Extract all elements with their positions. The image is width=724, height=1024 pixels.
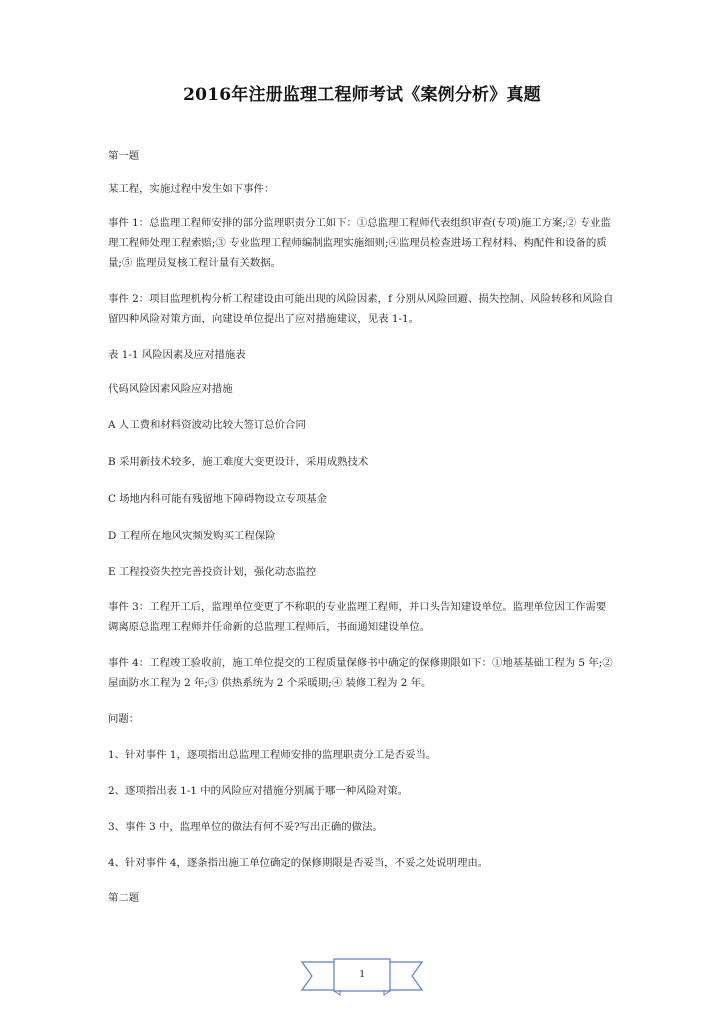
questions-heading: 问题：	[108, 713, 140, 725]
event-1-text: 事件 1：总监理工程师安排的部分监理职责分工如下：①总监理工程师代表组织审查(专项)施工方案;② 专业监理工程师处理工程索赔;③ 专业监理工程师编制监理实施细则;④监理员检查进场工程材料、构配件和设备的质量;⑤ 监理员复核工程计量有关数据。	[108, 217, 611, 269]
page-number: 1	[359, 968, 365, 980]
table-caption: 表 1-1 风险因素及应对措施表	[108, 349, 246, 361]
question-item: 4、针对事件 4，逐条指出施工单位确定的保修期限是否妥当，不妥之处说明理由。	[108, 857, 489, 869]
section-heading-1: 第一题	[108, 150, 140, 162]
question-item: 3、事件 3 中，监理单位的做法有何不妥?写出正确的做法。	[108, 821, 383, 833]
question-item: 1、针对事件 1，逐项指出总监理工程师安排的监理职责分工是否妥当。	[108, 749, 437, 761]
event-4-text: 事件 4：工程竣工验收前，施工单位提交的工程质量保修书中确定的保修期限如下：①地基基础工程为 5 年;② 屋面防水工程为 2 年;③ 供热系统为 2 个采暖期;④ 装修工程为 2 年。	[108, 657, 613, 689]
table-row: B 采用新技术较多，施工难度大变更设计，采用成熟技术	[108, 456, 369, 468]
intro-text: 某工程，实施过程中发生如下事件：	[108, 183, 275, 195]
event-3-text: 事件 3：工程开工后，监理单位变更了不称职的专业监理工程师，并口头告知建设单位。监理单位因工作需要调离原总监理工程师并任命新的总监理工程师后，书面通知建设单位。	[108, 601, 607, 633]
table-row: D 工程所在地风灾频发购买工程保险	[108, 530, 276, 542]
table-row: E 工程投资失控完善投资计划，强化动态监控	[108, 566, 317, 578]
page-number-ribbon	[300, 956, 424, 996]
table-header: 代码风险因素风险应对措施	[108, 383, 233, 395]
document-title: 2016年注册监理工程师考试《案例分析》真题	[183, 85, 541, 105]
question-item: 2、逐项指出表 1-1 中的风险应对措施分别属于哪一种风险对策。	[108, 785, 409, 797]
table-row: A 人工费和材料资波动比较大签订总价合同	[108, 419, 306, 431]
section-heading-2: 第二题	[108, 892, 140, 904]
event-2-text: 事件 2：项目监理机构分析工程建设由可能出现的风险因素，f 分别从风险回避、损失控制、风险转移和风险自留四种风险对策方面，向建设单位提出了应对措施建议，见表 1-1。	[108, 293, 614, 325]
table-row: C 场地内科可能有残留地下障碍物设立专项基金	[108, 493, 328, 505]
